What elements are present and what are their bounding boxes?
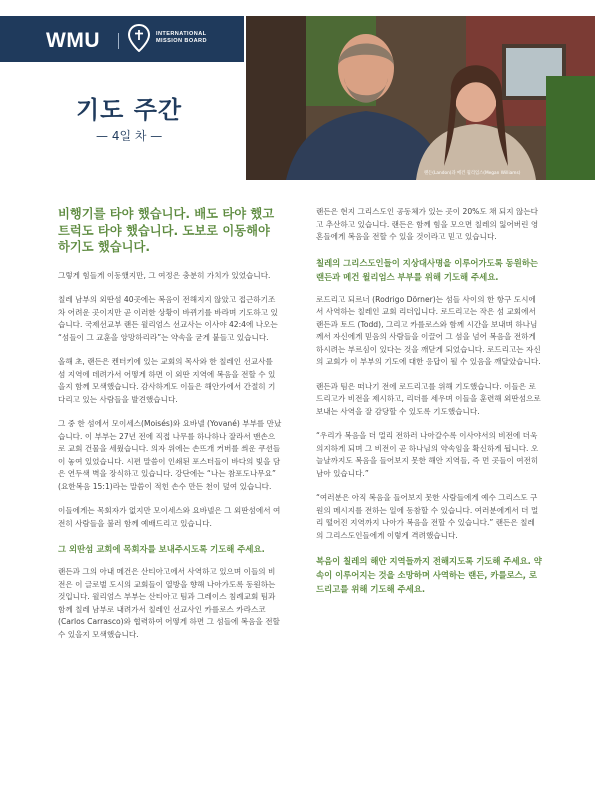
prayer-request: 복음이 칠레의 해안 지역들까지 전해지도록 기도해 주세요. 약속이 이루어지는 것을 소망하며 사역하는 랜든, 카를로스, 로드리고를 위해 기도해 주세요. [316,556,542,594]
lead-paragraph: 비행기를 타야 했습니다. 배도 타야 했고 트럭도 타야 했습니다. 도보로 이동해야 하기도 했습니다. [58,207,275,254]
body-paragraph: 칠레 남부의 외딴섬 40곳에는 복음이 전해지지 않았고 접근하기조차 어려운 곳이지만 곧 이러한 상황이 바뀌기를 바라며 기도하고 있습니다. 국제선교부 랜든 윌리엄스 선교사는 이사야 42:4에 나오는 “섬들이 그 교훈을 앙망하리라”는 약속을 굳게 붙들고 있습니다. [58,295,278,342]
missionary-photo [246,16,595,180]
org-name-line1: INTERNATIONAL [156,31,207,37]
org-name-line2: MISSION BOARD [156,38,207,44]
header-band [0,16,244,62]
logo-divider [118,33,119,49]
body-paragraph: 랜든은 현지 그리스도인 공동체가 있는 곳이 20%도 채 되지 않는다고 추산하고 있습니다. 랜든은 함께 힘을 모으면 칠레의 잃어버린 영혼들에게 복음을 전할 수 있을 것이라고 믿고 있습니다. [316,207,539,241]
body-paragraph: 그 중 한 섬에서 모이세스(Moisés)와 요바넬 (Yované) 부부를 만났습니다. 이 부부는 27년 전에 직접 나무를 하나하나 잘라서 맨손으로 교회 건물을 세웠습니다. 의자 위에는 손뜨개 커버를 씌운 쿠션들이 놓여 있었습니다. 시편 말씀이 인쇄된 포스터들이 바다의 빛을 담은 연두색 벽을 장식하고 있습니다. 강단에는 “나는 참포도나무요” (요한복음 15:1)라는 말씀이 적힌 손수 만든 천이 덮여 있습니다. [58,419,282,491]
prayer-request: 그 외딴섬 교회에 목회자를 보내주시도록 기도해 주세요. [58,544,265,554]
wmu-logo: WMU [46,29,100,52]
page-title: 기도 주간 [76,95,183,124]
body-paragraph: 로드리고 되르너 (Rodrigo Dörner)는 섬들 사이의 한 항구 도시에서 사역하는 칠레인 교회 리더입니다. 로드리고는 작은 섬 교회에서 랜든과 토드 (Todd), 그리고 카를로스와 함께 시간을 보내며 하나님께서 자신에게 믿음의 사람들을 이끌어 그 섬을 넘어 복음을 전하게 하시려는 부르심이 있다는 것을 깨닫게 되었습니다. 로드리고는 자신의 교회가 이 부부의 기도에 대한 응답이 될 수 있음을 깨달았습니다. [316,294,541,366]
body-paragraph: 랜든과 그의 아내 메건은 산티아고에서 사역하고 있으며 이들의 비전은 이 글로벌 도시의 교회들이 열방을 향해 나아가도록 동원하는 것입니다. 윌리엄스 부부는 산티아고 팀과 그레이스 침례교회 팀과 함께 칠레 남부로 내려가서 칠레인 선교사인 카를로스 카라스코 (Carlos Carrasco)와 협력하여 어떻게 하면 그 섬들에 복음을 전할 수 있을지 모색했습니다. [58,567,280,639]
prayer-request: 칠레의 그리스도인들이 지상대사명을 이루어가도록 동원하는 랜든과 메건 윌리엄스 부부를 위해 기도해 주세요. [316,257,539,282]
right-column [316,206,542,606]
body-paragraph: 랜든과 팀은 떠나기 전에 로드리고를 위해 기도했습니다. 이들은 로드리고가 비전을 제시하고, 리더를 세우며 이들을 훈련해 외딴섬으로 보내는 사역을 잘 감당할 수 있도록 기도했습니다. [316,381,541,416]
body-paragraph: 그렇게 힘들게 이동했지만, 그 여정은 충분히 가치가 있었습니다. [58,270,271,280]
left-column [58,206,282,653]
photo-caption: 랜든(Landon)과 메건 윌리엄스(Megan Williams) [424,171,521,176]
org-name [156,31,207,45]
body-paragraph: 올해 초, 랜든은 켄터키에 있는 교회의 목사와 한 칠레인 선교사를 섬 지역에 데려가서 어떻게 하면 이 외딴 지역에 복음을 전할 수 있을지 함께 모색했습니다. 감사하게도 이들은 해안가에서 간절히 기다리고 있는 사람들을 발견했습니다. [58,357,276,404]
page-subtitle: — 4일 차 — [96,129,163,143]
photo-illustration [246,16,595,180]
body-paragraph: 이들에게는 목회자가 없지만 모이세스와 요바넬은 그 외딴섬에서 여전히 사람들을 불러 함께 예배드리고 있습니다. [58,506,281,528]
map-pin-icon [128,24,150,52]
body-paragraph: “여러분은 아직 복음을 들어보지 못한 사람들에게 예수 그리스도 구원의 메시지를 전하는 일에 동참할 수 있습니다. 여러분에게서 더 멀리 떨어진 지역까지 나아가 복음을 전할 수 있습니다.” 랜든은 칠레의 그리스도인들에게 이렇게 격려했습니다. [316,493,539,540]
body-paragraph: “우리가 복음을 더 멀리 전하러 나아갈수록 이사야서의 비전에 더욱 의지하게 되며 그 비전이 곧 하나님의 약속임을 확신하게 됩니다. 오늘날까지도 복음을 들어보지 못한 해안 지역들, 즉 먼 곳들이 여전히 남아 있습니다.” [316,431,539,478]
